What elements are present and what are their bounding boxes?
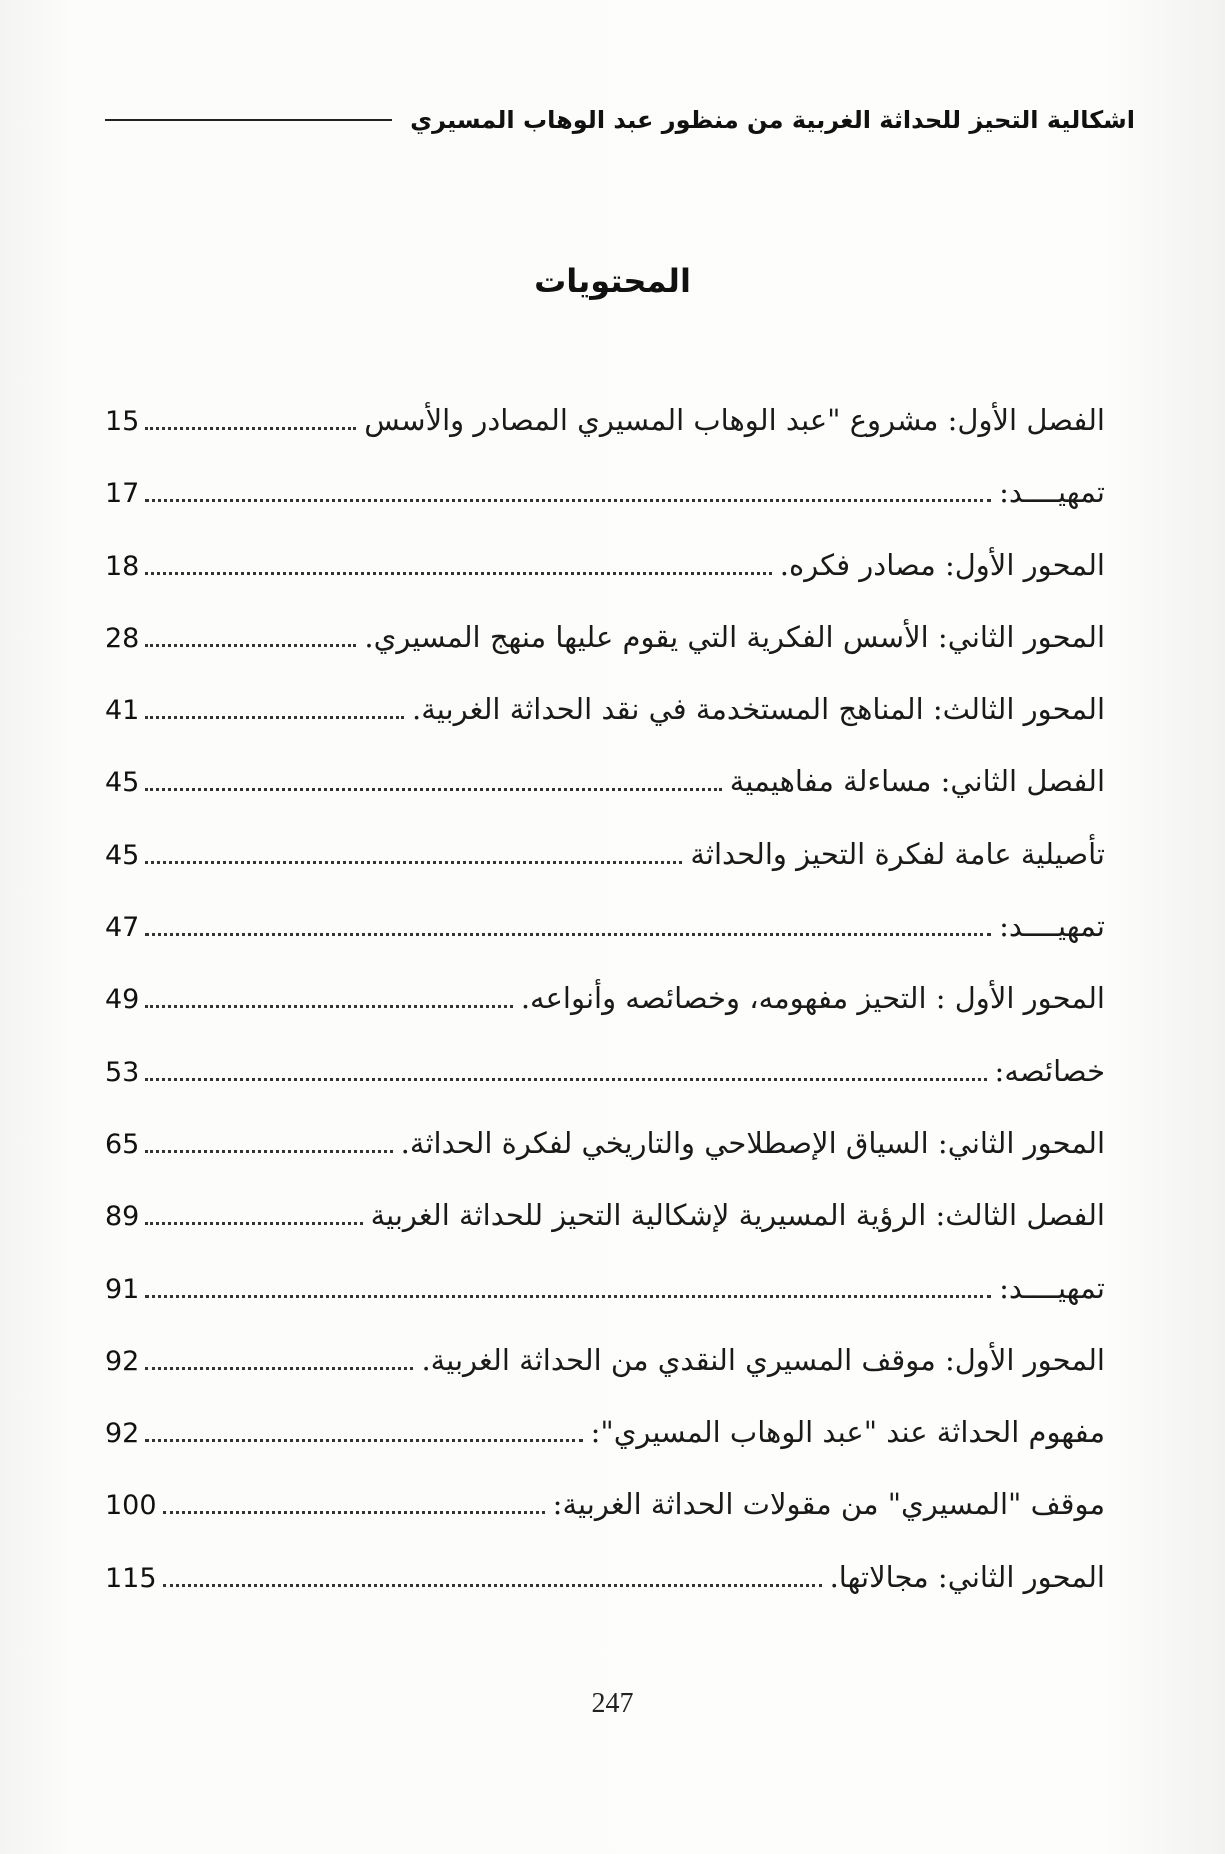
toc-entry-page: 89	[105, 1201, 140, 1233]
toc-entry-page: 15	[105, 406, 140, 437]
toc-entry-page: 53	[105, 1056, 140, 1088]
toc-entry	[105, 615, 1105, 687]
toc-entry	[105, 470, 1105, 542]
dot-leader	[145, 1439, 582, 1442]
toc-title: المحتويات	[534, 262, 691, 300]
toc-entry	[105, 832, 1105, 904]
toc-entry-label: المحور الأول: مصادر فكره.	[779, 547, 1105, 582]
toc-entry-label: الفصل الأول: مشروع "عبد الوهاب المسيري المصادر والأسس	[364, 403, 1105, 437]
toc-entry-label: تمهيــــد:	[999, 909, 1105, 944]
toc-entry-page: 100	[105, 1490, 157, 1522]
toc-entry-label: المحور الأول : التحيز مفهومه، وخصائصه وأنواعه.	[520, 981, 1105, 1016]
toc-entry-label: تمهيــــد:	[999, 475, 1105, 510]
dot-leader	[145, 1005, 512, 1008]
toc-entry-label: الفصل الثالث: الرؤية المسيرية لإشكالية التحيز للحداثة الغربية	[370, 1198, 1105, 1233]
dot-leader	[163, 1511, 545, 1514]
toc-entry-page: 91	[105, 1273, 140, 1305]
toc-entry-label: خصائصه:	[994, 1053, 1105, 1088]
toc-entry-page: 41	[105, 695, 140, 727]
dot-leader	[145, 499, 991, 502]
toc-entry-page: 45	[105, 767, 140, 799]
toc-entry-label: المحور الثالث: المناهج المستخدمة في نقد الحداثة الغربية.	[412, 692, 1105, 727]
toc-entry-label: موقف "المسيري" من مقولات الحداثة الغربية:	[552, 1487, 1105, 1522]
toc-entry-page: 92	[105, 1345, 140, 1377]
dot-leader	[145, 788, 721, 791]
dot-leader	[145, 861, 682, 864]
dot-leader	[145, 1222, 362, 1225]
toc-entry-page: 17	[105, 478, 140, 510]
toc-entry	[105, 1266, 1105, 1338]
dot-leader	[145, 1078, 986, 1081]
toc-entry	[105, 543, 1105, 615]
toc-entry-page: 65	[105, 1128, 140, 1160]
toc-entry-label: المحور الأول: موقف المسيري النقدي من الحداثة الغربية.	[421, 1342, 1105, 1377]
dot-leader	[145, 933, 991, 936]
toc-entry-page: 18	[105, 550, 140, 582]
dot-leader	[145, 1367, 413, 1370]
toc-entry-label: المحور الثاني: مجالاتها.	[829, 1559, 1105, 1594]
toc-entry	[105, 1049, 1105, 1121]
toc-entry	[105, 1338, 1105, 1410]
dot-leader	[145, 572, 771, 575]
toc-entry	[105, 904, 1105, 976]
dot-leader	[145, 1295, 991, 1298]
dot-leader	[145, 716, 404, 719]
toc-entry-label: المحور الثاني: السياق الإصطلاحي والتاريخي لفكرة الحداثة.	[400, 1125, 1105, 1160]
header-rule	[105, 119, 392, 121]
toc-entry	[105, 976, 1105, 1048]
toc-entry-label: المحور الثاني: الأسس الفكرية التي يقوم عليها منهج المسيري.	[364, 619, 1105, 654]
toc-entry	[105, 1482, 1105, 1554]
toc-entry-page: 45	[105, 839, 140, 871]
toc-entry	[105, 759, 1105, 831]
toc-entry-label: تأصيلية عامة لفكرة التحيز والحداثة	[690, 836, 1105, 871]
toc-entry	[105, 1555, 1105, 1627]
page-number: 247	[591, 1688, 634, 1719]
toc-entry-label: الفصل الثاني: مساءلة مفاهيمية	[729, 764, 1105, 799]
toc-entry-page: 49	[105, 984, 140, 1016]
dot-leader	[163, 1584, 822, 1587]
running-header	[105, 100, 1135, 140]
toc-entry	[105, 1193, 1105, 1265]
toc-entry-page: 115	[105, 1562, 157, 1594]
toc-entry-page: 92	[105, 1418, 140, 1450]
toc-entry	[105, 687, 1105, 759]
toc-entry-page: 28	[105, 622, 140, 654]
toc-list	[105, 398, 1105, 1627]
toc-entry-label: تمهيــــد:	[999, 1270, 1105, 1305]
dot-leader	[145, 644, 356, 647]
toc-entry	[105, 398, 1105, 470]
dot-leader	[145, 427, 356, 430]
dot-leader	[145, 1150, 392, 1153]
toc-entry	[105, 1410, 1105, 1482]
toc-entry	[105, 1121, 1105, 1193]
toc-entry-page: 47	[105, 912, 140, 944]
running-header-title: اشكالية التحيز للحداثة الغربية من منظور عبد الوهاب المسيري	[410, 106, 1135, 134]
toc-entry-label: مفهوم الحداثة عند "عبد الوهاب المسيري":	[590, 1415, 1105, 1450]
